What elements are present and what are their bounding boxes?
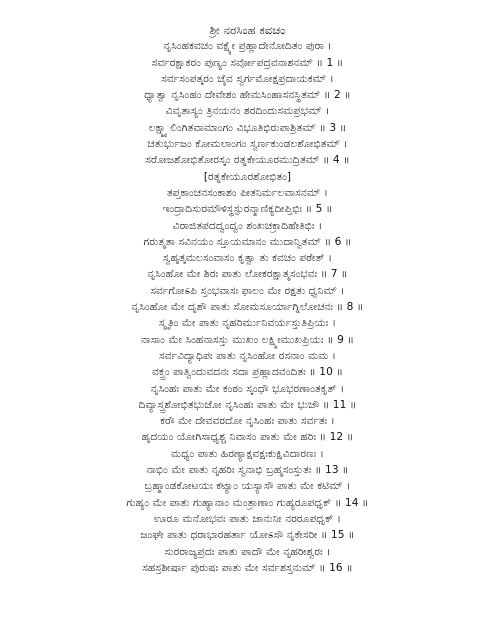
verse-line: ನೃಸಿಂಹಕವಚಂ ವಕ್ಷ್ಯೇ ಪ್ರಹ್ಲಾದೇನೋದಿತಂ ಪುರಾ । <box>163 40 332 53</box>
verse-line: ಮಧ್ಯಂ ಪಾತು ಹಿರಣ್ಯಾಕ್ಷವಕ್ಷಃಕುಕ್ಷಿವಿದಾರಣಃ । <box>171 447 324 460</box>
document-page <box>0 22 495 622</box>
verse-line: ಸಹಸ್ರಶೀರ್ಷಾ ಪುರುಷಃ ಪಾತು ಮೇ ಸರ್ವಶಸ್ತನುಮ್ ॥ 16 ॥ <box>142 561 353 574</box>
verse-line: ನಾಸಾಂ ಮೇ ಸಿಂಹನಾಸಸ್ತು ಮುಖಂ ಲಕ್ಷ್ಮೀಮುಖಪ್ರಿಯಃ ॥ 9 ॥ <box>140 333 355 346</box>
verse-line: ಸುರರಾಜ್ಯಪ್ರದಃ ಪಾತು ಪಾದೌ ಮೇ ನೃಹರೀಶ್ವರಃ । <box>164 545 331 558</box>
verse-line: ಕರೌ ಮೇ ದೇವವರದೋ ನೃಸಿಂಹಃ ಪಾತು ಸರ್ವತಃ । <box>160 415 335 428</box>
verse-line: ಊರೂ ಮನೋಭವಃ ಪಾತು ಜಾನುನೀ ನರರೂಪಧೃಕ್ । <box>153 512 341 525</box>
verse-line: ಗರುತ್ಮತಾ ಸವಿನಯಂ ಸ್ತೂಯಮಾನಂ ಮುದಾನ್ವಿತಮ್ ॥ 6 ॥ <box>143 235 352 248</box>
verse-line: ಹೃದಯಂ ಯೋಗಿಸಾಧ್ಯಶ್ಚ ನಿವಾಸಂ ಪಾತು ಮೇ ಹರಿಃ ॥ 12 ॥ <box>141 431 354 444</box>
verse-line: ನೃಸಿಂಹೋ ಮೇ ದೃಶೌ ಪಾತು ಸೋಮಸೂರ್ಯಾಗ್ನಿಲೋಚನಃ ॥ 8 ॥ <box>131 301 364 314</box>
verse-line: ತಪ್ತಕಾಂಚನಸಂಕಾಶಂ ಪೀತನಿರ್ಮಲವಾಸನಮ್ । <box>166 186 329 199</box>
verse-line: ವಿವೃತಾಸ್ಯಂ ತ್ರಿನಯನಂ ಶರದಿಂದುಸಮಪ್ರಭಮ್ । <box>165 105 330 118</box>
verse-line: ಸರ್ವಗೋಽಪಿ ಸ್ತಂಭವಾಸಃ ಫಾಲಂ ಮೇ ರಕ್ಷತು ಧ್ವನಿಮ್ । <box>150 284 345 297</box>
document-title: ಶ್ರೀ ನರಸಿಂಹ ಕವಚಂ <box>209 23 286 37</box>
verse-line: ವಿರಾಜಿತಪದದ್ವಂದ್ವಂ ಶಂಖಚಕ್ರಾದಿಹೇತಿಭಿಃ । <box>172 219 323 232</box>
verse-line: ದಿವ್ಯಾಸ್ತ್ರಶೋಭಿತಭುಜೋ ನೃಸಿಂಹಃ ಪಾತು ಮೇ ಭುಜೌ ॥ 11 ॥ <box>138 398 357 411</box>
verse-note: [ರತ್ನಕೇಯೂರಶೋಭಿತಂ] <box>203 170 292 183</box>
verse-line: ನಾಭಿಂ ಮೇ ಪಾತು ನೃಹರಿಃ ಸ್ವನಾಭಿ ಬ್ರಹ್ಮಸಂಸ್ತುತಃ ॥ 13 ॥ <box>146 464 349 477</box>
verse-line: ನೃಸಿಂಹಃ ಪಾತು ಮೇ ಕಂಠಂ ಸ್ಕಂಧೌ ಭೂಭರಣಾಂತಕೃತ್ । <box>150 382 345 395</box>
verse-line: ನೃಸಿಂಹೋ ಮೇ ಶಿರಃ ಪಾತು ಲೋಕರಕ್ಷಾತ್ಮಸಂಭವಃ ॥ 7 ॥ <box>147 268 348 281</box>
verse-line: ಗುಹ್ಯಂ ಮೇ ಪಾತು ಗುಹ್ಯಾನಾಂ ಮಂತ್ರಾಣಾಂ ಗುಹ್ಯರೂಪಧೃಕ್ ॥ 14 ॥ <box>126 496 369 509</box>
verse-line: ವಕ್ತ್ರಂ ಪಾತ್ವಿಂದುವದನಃ ಸದಾ ಪ್ರಹ್ಲಾದವಂದಿತಃ ॥ 10 ॥ <box>151 366 344 379</box>
verse-line: ಚತುರ್ಭುಜಂ ಕೋಮಲಾಂಗಂ ಸ್ವರ್ಣಕುಂಡಲಶೋಭಿತಮ್ । <box>147 138 348 151</box>
verse-line: ಬ್ರಹ್ಮಾಂಡಕೋಟಯಃ ಕಟ್ಯಾಂ ಯಸ್ಯಾಸೌ ಪಾತು ಮೇ ಕಟಿಮ್ । <box>144 480 351 493</box>
verse-line: ಇಂದ್ರಾದಿಸುರಮೌಳಿಸ್ಥಸ್ಫುರನ್ಮಾಣಿಕ್ಯದೀಪ್ತಿಭಿಃ ॥ 5 ॥ <box>162 203 333 216</box>
verse-line: ಸ್ಮೃತಿಂ ಮೇ ಪಾತು ನೃಹರಿರ್ಮುನಿವರ್ಯಸ್ತುತಿಪ್ರಿಯಃ । <box>158 317 337 330</box>
verse-line: ಜಂಘೇ ಪಾತು ಧರಾಭಾರಹರ್ತಾ ಯೋಽಸೌ ನೃಕೇಸರೀ ॥ 15 ॥ <box>140 529 355 542</box>
verse-line: ಲಕ್ಷ್ಮ್ಯಾಲಿಂಗಿತವಾಮಾಂಗಂ ವಿಭೂತಿಭಿರುಪಾಶ್ರಿತಮ್ ॥ 3 ॥ <box>148 121 347 134</box>
verse-line: ಧ್ಯಾತ್ವಾ ನೃಸಿಂಹಂ ದೇವೇಶಂ ಹೇಮಸಿಂಹಾಸನಸ್ಥಿತಮ್ ॥ 2 ॥ <box>144 89 351 102</box>
verse-line: ಸ್ವಹೃತ್ಕಮಲಸಂವಾಸಂ ಕೃತ್ವಾ ತು ಕವಚಂ ಪಠೇತ್ । <box>162 252 333 265</box>
verse-line: ಸರ್ವವಿದ್ಯಾಧಿಪಃ ಪಾತು ನೃಸಿಂಹೋ ರಸನಾಂ ಮಮ । <box>158 349 337 362</box>
verse-line: ಸರೋಜಶೋಭಿತೋರಸ್ಕಂ ರತ್ನಕೇಯೂರಮುದ್ರಿತಮ್ ॥ 4 ॥ <box>145 154 350 167</box>
verse-line: ಸರ್ವಸಂಪತ್ಕರಂ ಚೈವ ಸ್ವರ್ಗಮೋಕ್ಷಪ್ರದಾಯಕಮ್ । <box>161 72 334 85</box>
verse-line: ಸರ್ವರಕ್ಷಾಕರಂ ಪುಣ್ಯಂ ಸರ್ವೋಪದ್ರವನಾಶನಮ್ ॥ 1 ॥ <box>151 56 344 69</box>
